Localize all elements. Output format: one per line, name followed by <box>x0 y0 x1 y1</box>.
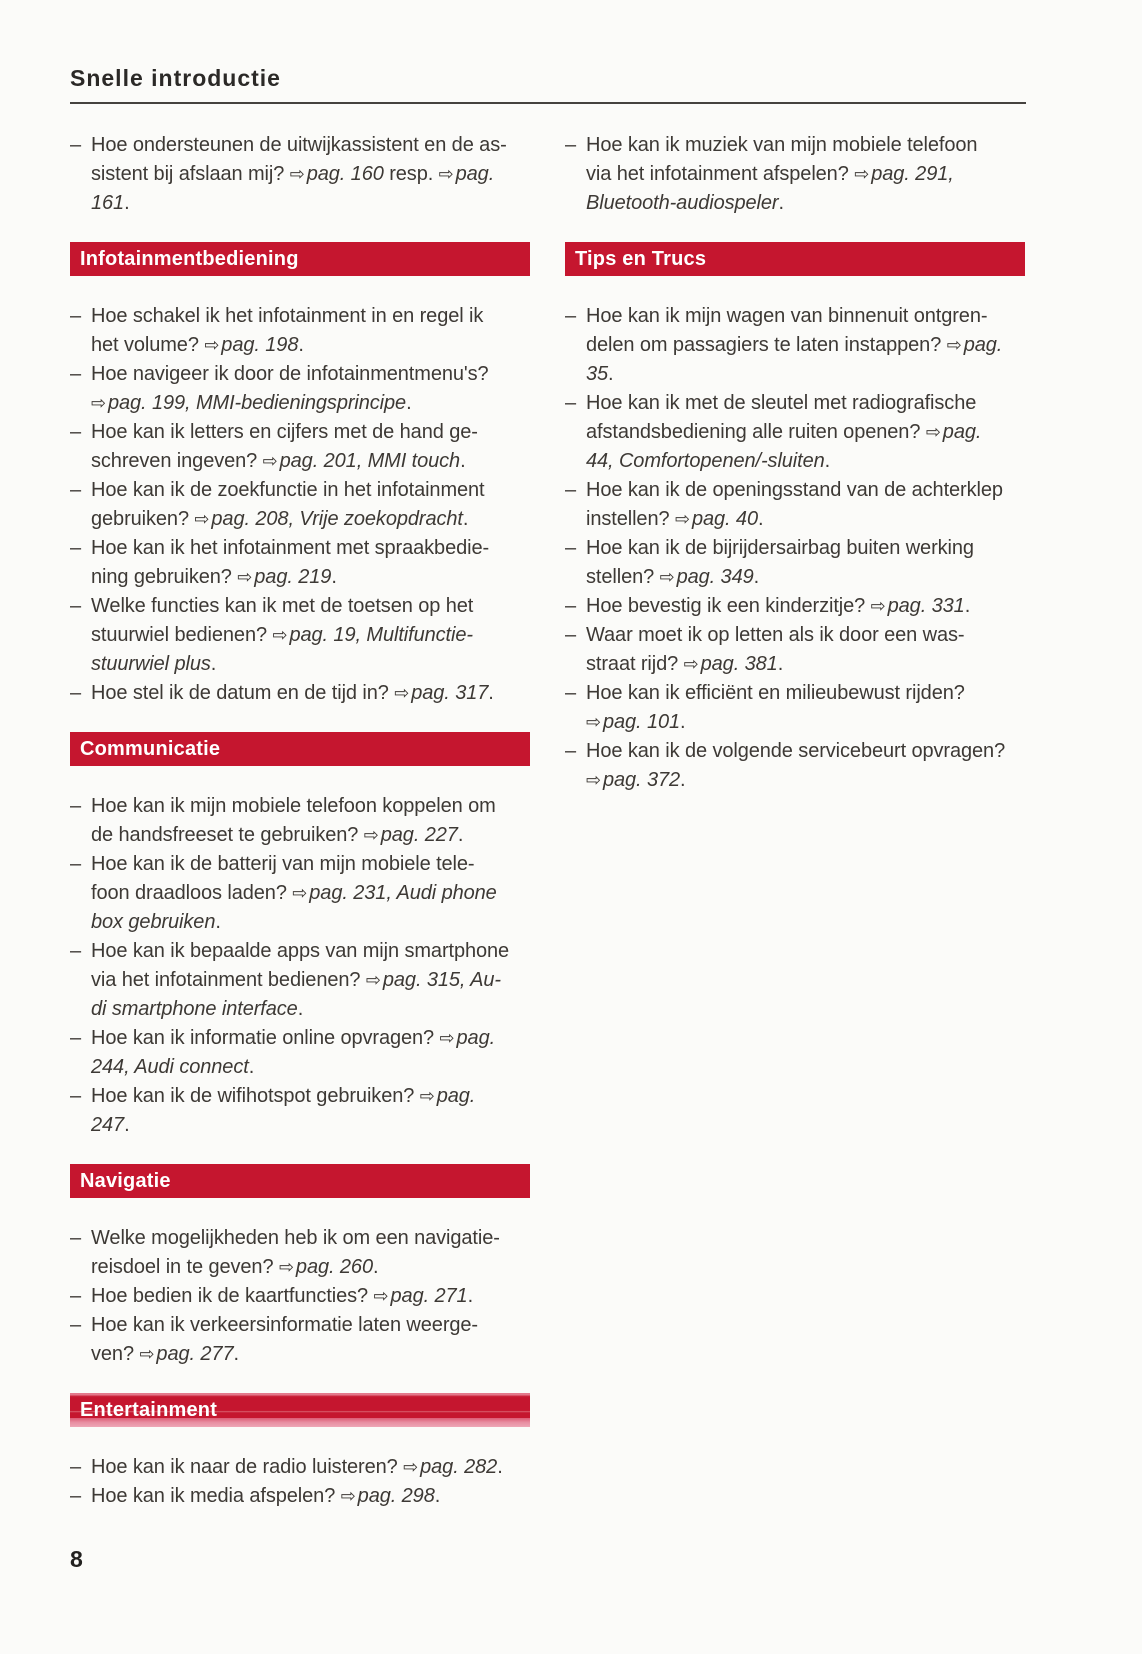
page-reference: 244, Audi connect <box>91 1056 249 1078</box>
question-entry <box>70 302 530 360</box>
question-entry <box>70 1224 530 1282</box>
text-line <box>586 189 1025 218</box>
question-entry <box>70 1311 530 1369</box>
text-line <box>91 995 530 1024</box>
text-line <box>586 737 1025 766</box>
question-text: Hoe bedien ik de kaartfuncties? <box>91 1285 374 1307</box>
question-text: . <box>460 450 466 472</box>
bullet-dash: – <box>70 537 82 559</box>
page-reference: pag. 198 <box>221 334 299 356</box>
page-reference: Bluetooth-audiospeler <box>586 192 779 214</box>
page-number: 8 <box>70 1546 83 1572</box>
bullet-dash: – <box>70 595 82 617</box>
question-text: Hoe kan ik verkeersinformatie laten weerge- <box>91 1314 478 1336</box>
text-line <box>91 389 530 418</box>
question-entry <box>70 1082 530 1140</box>
page-reference: pag. 331 <box>887 595 965 617</box>
question-entry <box>70 592 530 679</box>
question-text: . <box>824 450 831 472</box>
page-ref-arrow-icon: ⇨ <box>289 164 305 185</box>
question-text: . <box>964 595 971 617</box>
question-text: . <box>680 769 686 791</box>
page-ref-arrow-icon: ⇨ <box>674 509 690 530</box>
question-text: schreven ingeven? <box>91 450 263 472</box>
text-line <box>586 534 1025 563</box>
page-reference: pag. 260 <box>295 1256 373 1278</box>
text-line <box>586 592 1025 621</box>
page-ref-arrow-icon: ⇨ <box>870 596 886 617</box>
question-text: Hoe kan ik media afspelen? <box>91 1485 341 1507</box>
question-entry <box>70 1482 530 1511</box>
bullet-dash: – <box>565 392 577 414</box>
question-entry <box>565 476 1025 534</box>
bullet-dash: – <box>565 134 577 156</box>
question-text: Hoe ondersteunen de uitwijkassistent en de as- <box>91 134 507 156</box>
text-line <box>91 131 530 160</box>
bullet-dash: – <box>565 537 577 559</box>
section-header-entertainment <box>70 1393 530 1427</box>
section-header-label: Infotainmentbediening <box>80 247 299 270</box>
question-text: . <box>298 334 304 356</box>
section-header-infotainmentbediening <box>70 242 530 276</box>
bullet-dash: – <box>565 595 577 617</box>
page-ref-arrow-icon: ⇨ <box>272 625 288 646</box>
bullet-dash: – <box>70 1314 82 1336</box>
question-text: resp. <box>383 163 439 185</box>
question-entry <box>565 592 1025 621</box>
question-list <box>70 1453 530 1511</box>
text-line <box>91 792 530 821</box>
page-content <box>70 64 1026 1511</box>
text-line <box>91 1311 530 1340</box>
question-text: Hoe kan ik het infotainment met spraakbedie- <box>91 537 490 559</box>
text-line <box>586 389 1025 418</box>
question-text: . <box>753 566 760 588</box>
page-reference: pag. 282 <box>420 1456 498 1478</box>
question-text: Hoe kan ik muziek van mijn mobiele telefoon <box>586 134 978 156</box>
bullet-dash: – <box>70 682 82 704</box>
question-text: . <box>467 1285 474 1307</box>
question-text: Hoe stel ik de datum en de tijd in? <box>91 682 395 704</box>
bullet-dash: – <box>565 740 577 762</box>
question-entry <box>70 418 530 476</box>
page-reference: pag. 201, MMI touch <box>279 450 461 472</box>
text-line <box>586 650 1025 679</box>
text-line <box>91 850 530 879</box>
question-text: . <box>406 392 412 414</box>
page-reference: pag. <box>436 1085 476 1107</box>
bullet-dash: – <box>70 1285 82 1307</box>
question-text: Hoe navigeer ik door de infotainmentmenu's? <box>91 363 489 385</box>
question-text: . <box>210 653 217 675</box>
page-ref-arrow-icon: ⇨ <box>683 654 699 675</box>
question-list <box>565 131 1025 218</box>
text-line <box>91 908 530 937</box>
bullet-dash: – <box>70 421 82 443</box>
section-header-label: Communicatie <box>80 737 221 760</box>
question-text: . <box>233 1343 239 1365</box>
page-reference: pag. 349 <box>676 566 754 588</box>
page-reference: pag. 298 <box>357 1485 435 1507</box>
question-text: Hoe schakel ik het infotainment in en regel ik <box>91 305 484 327</box>
bullet-dash: – <box>70 1227 82 1249</box>
page-ref-arrow-icon: ⇨ <box>403 1457 419 1478</box>
left-column <box>70 131 530 1511</box>
text-line <box>586 679 1025 708</box>
text-line <box>586 131 1025 160</box>
text-line <box>586 505 1025 534</box>
question-text: Hoe kan ik mijn wagen van binnenuit ontgren- <box>586 305 988 327</box>
question-text: reisdoel in te geven? <box>91 1256 279 1278</box>
question-text: Hoe bevestig ik een kinderzitje? <box>586 595 871 617</box>
question-list <box>70 792 530 1140</box>
bullet-dash: – <box>565 624 577 646</box>
page-reference: pag. 227 <box>380 824 458 846</box>
page-ref-arrow-icon: ⇨ <box>340 1486 356 1507</box>
bullet-dash: – <box>70 1485 82 1507</box>
text-line <box>91 160 530 189</box>
page-reference: pag. 317 <box>411 682 489 704</box>
page-reference: pag. 277 <box>156 1343 234 1365</box>
bullet-dash: – <box>70 363 82 385</box>
question-text: stuurwiel bedienen? <box>91 624 273 646</box>
text-line <box>91 1024 530 1053</box>
question-text: ning gebruiken? <box>91 566 238 588</box>
page-ref-arrow-icon: ⇨ <box>363 825 379 846</box>
section-header-tips-en-trucs <box>565 242 1025 276</box>
page-ref-arrow-icon: ⇨ <box>237 567 253 588</box>
text-line <box>586 476 1025 505</box>
text-line <box>91 331 530 360</box>
question-text: . <box>608 363 614 385</box>
bullet-dash: – <box>70 134 82 156</box>
question-text: gebruiken? <box>91 508 195 530</box>
text-line <box>91 650 530 679</box>
question-text: . <box>777 653 784 675</box>
question-text: . <box>757 508 764 530</box>
bullet-dash: – <box>70 305 82 327</box>
question-text: . <box>680 711 686 733</box>
question-text: Hoe kan ik de batterij van mijn mobiele tele- <box>91 853 475 875</box>
text-line <box>586 621 1025 650</box>
question-text: . <box>331 566 337 588</box>
text-line <box>586 302 1025 331</box>
page-reference: box gebruiken <box>91 911 216 933</box>
question-text: straat rijd? <box>586 653 684 675</box>
text-line <box>91 1111 530 1140</box>
text-line <box>91 1053 530 1082</box>
text-line <box>91 937 530 966</box>
text-line <box>586 766 1025 795</box>
text-line <box>91 966 530 995</box>
page-ref-arrow-icon: ⇨ <box>439 1028 455 1049</box>
page-reference: pag. 160 <box>306 163 384 185</box>
question-list <box>70 1224 530 1369</box>
page-reference: pag. 40 <box>691 508 758 530</box>
question-text: . <box>497 1456 503 1478</box>
page-ref-arrow-icon: ⇨ <box>946 335 962 356</box>
question-text: . <box>434 1485 441 1507</box>
text-line <box>586 708 1025 737</box>
text-line <box>91 1253 530 1282</box>
page-reference: 44, Comfortopenen/-sluiten <box>586 450 825 472</box>
right-column <box>565 131 1025 1511</box>
page-reference: stuurwiel plus <box>91 653 211 675</box>
question-text: het volume? <box>91 334 205 356</box>
question-text: Hoe kan ik de openingsstand van de achterklep <box>586 479 1003 501</box>
text-line <box>586 418 1025 447</box>
question-text: via het infotainment bedienen? <box>91 969 366 991</box>
text-line <box>91 1482 530 1511</box>
page-reference: pag. 101 <box>602 711 681 733</box>
question-entry <box>70 534 530 592</box>
page-ref-arrow-icon: ⇨ <box>91 393 106 414</box>
bullet-dash: – <box>70 1456 82 1478</box>
question-text: de handsfreeset te gebruiken? <box>91 824 364 846</box>
question-text: ven? <box>91 1343 140 1365</box>
question-text: . <box>488 682 494 704</box>
question-text: Welke functies kan ik met de toetsen op het <box>91 595 474 617</box>
page-ref-arrow-icon: ⇨ <box>394 683 410 704</box>
question-list <box>70 131 530 218</box>
question-entry <box>70 1024 530 1082</box>
question-text: . <box>297 998 304 1020</box>
question-text: . <box>215 911 221 933</box>
page-reference: pag. <box>455 163 495 185</box>
question-text: . <box>457 824 464 846</box>
question-text: . <box>248 1056 255 1078</box>
text-line <box>91 505 530 534</box>
bullet-dash: – <box>70 940 82 962</box>
text-line <box>91 879 530 908</box>
page-reference: pag. 19, Multifunctie- <box>289 624 473 646</box>
page-reference: pag. 291, <box>871 163 954 185</box>
page-reference: di smartphone interface <box>91 998 298 1020</box>
bullet-dash: – <box>70 853 82 875</box>
page-ref-arrow-icon: ⇨ <box>204 335 220 356</box>
question-text: . <box>124 1114 130 1136</box>
bullet-dash: – <box>565 305 577 327</box>
page-reference: pag. 381 <box>700 653 778 675</box>
question-entry <box>70 1453 530 1482</box>
page-reference: pag. 315, Au- <box>382 969 501 991</box>
text-line <box>91 1453 530 1482</box>
text-line <box>91 1282 530 1311</box>
page-ref-arrow-icon: ⇨ <box>365 970 381 991</box>
question-text: instellen? <box>586 508 675 530</box>
text-line <box>91 360 530 389</box>
question-text: Hoe kan ik informatie online opvragen? <box>91 1027 440 1049</box>
question-entry <box>565 679 1025 737</box>
text-line <box>91 534 530 563</box>
page-reference: pag. 199, MMI-bedieningsprincipe <box>107 392 407 414</box>
question-text: Hoe kan ik de wifihotspot gebruiken? <box>91 1085 420 1107</box>
text-line <box>91 592 530 621</box>
question-entry <box>70 792 530 850</box>
question-text: . <box>778 192 784 214</box>
question-list <box>70 302 530 708</box>
question-text: Hoe kan ik naar de radio luisteren? <box>91 1456 404 1478</box>
text-line <box>91 621 530 650</box>
bullet-dash: – <box>70 1085 82 1107</box>
question-text: sistent bij afslaan mij? <box>91 163 290 185</box>
question-entry <box>565 131 1025 218</box>
bullet-dash: – <box>565 479 577 501</box>
page-reference: pag. 208, Vrije zoekopdracht <box>211 508 463 530</box>
question-text: Hoe kan ik de zoekfunctie in het infotainment <box>91 479 485 501</box>
page-reference: pag. 372 <box>602 769 681 791</box>
page-ref-arrow-icon: ⇨ <box>278 1257 294 1278</box>
page-reference: pag. 231, Audi phone <box>309 882 497 904</box>
text-line <box>91 189 530 218</box>
question-text: Welke mogelijkheden heb ik om een navigatie- <box>91 1227 500 1249</box>
question-entry <box>565 302 1025 389</box>
bullet-dash: – <box>70 1027 82 1049</box>
page-reference: pag. <box>963 334 1003 356</box>
question-text: . <box>124 192 130 214</box>
page-ref-arrow-icon: ⇨ <box>659 567 675 588</box>
page-ref-arrow-icon: ⇨ <box>854 164 870 185</box>
text-line <box>91 1340 530 1369</box>
page-ref-arrow-icon: ⇨ <box>139 1344 155 1365</box>
page-reference: 35 <box>586 363 609 385</box>
section-header-label: Tips en Trucs <box>575 247 707 270</box>
page-reference: pag. 219 <box>254 566 332 588</box>
question-entry <box>70 360 530 418</box>
bullet-dash: – <box>70 795 82 817</box>
page-ref-arrow-icon: ⇨ <box>586 712 601 733</box>
text-line <box>586 331 1025 360</box>
question-text: foon draadloos laden? <box>91 882 293 904</box>
question-entry <box>70 476 530 534</box>
page-ref-arrow-icon: ⇨ <box>419 1086 435 1107</box>
section-header-label: Navigatie <box>80 1169 171 1192</box>
question-text: . <box>372 1256 379 1278</box>
text-line <box>586 447 1025 476</box>
bullet-dash: – <box>70 479 82 501</box>
page-reference: pag. 271 <box>390 1285 468 1307</box>
section-header-navigatie <box>70 1164 530 1198</box>
page-reference: pag. <box>456 1027 496 1049</box>
text-line <box>91 447 530 476</box>
question-entry <box>70 131 530 218</box>
page-reference: pag. <box>942 421 982 443</box>
question-text: afstandsbediening alle ruiten openen? <box>586 421 926 443</box>
page-reference: 161 <box>91 192 125 214</box>
page-reference: 247 <box>91 1114 125 1136</box>
question-text: Hoe kan ik de volgende servicebeurt opvragen? <box>586 740 1006 762</box>
question-text: Hoe kan ik bepaalde apps van mijn smartphone <box>91 940 510 962</box>
bullet-dash: – <box>565 682 577 704</box>
question-text: Hoe kan ik efficiënt en milieubewust rijden? <box>586 682 965 704</box>
question-entry <box>565 389 1025 476</box>
text-line <box>91 821 530 850</box>
question-entry <box>70 937 530 1024</box>
text-line <box>586 360 1025 389</box>
text-line <box>91 679 530 708</box>
text-line <box>586 563 1025 592</box>
question-entry <box>70 679 530 708</box>
two-column-layout <box>70 131 1026 1511</box>
page-ref-arrow-icon: ⇨ <box>373 1286 389 1307</box>
question-text: Hoe kan ik met de sleutel met radiografische <box>586 392 977 414</box>
question-entry <box>565 534 1025 592</box>
text-line <box>91 418 530 447</box>
page-ref-arrow-icon: ⇨ <box>586 770 601 791</box>
question-entry <box>565 737 1025 795</box>
section-header-label: Entertainment <box>80 1398 218 1421</box>
question-text: delen om passagiers te laten instappen? <box>586 334 947 356</box>
page-title: Snelle introductie <box>70 65 281 91</box>
text-line <box>91 1082 530 1111</box>
question-text: stellen? <box>586 566 660 588</box>
page-ref-arrow-icon: ⇨ <box>194 509 210 530</box>
text-line <box>91 476 530 505</box>
question-text: Hoe kan ik mijn mobiele telefoon koppelen om <box>91 795 496 817</box>
page-ref-arrow-icon: ⇨ <box>262 451 278 472</box>
question-text: via het infotainment afspelen? <box>586 163 855 185</box>
text-line <box>91 302 530 331</box>
page-ref-arrow-icon: ⇨ <box>292 883 308 904</box>
question-text: Hoe kan ik de bijrijdersairbag buiten werking <box>586 537 974 559</box>
question-text: Waar moet ik op letten als ik door een was- <box>586 624 965 646</box>
question-entry <box>70 1282 530 1311</box>
question-list <box>565 302 1025 795</box>
text-line <box>91 563 530 592</box>
chapter-header <box>70 64 1026 104</box>
section-header-communicatie <box>70 732 530 766</box>
page-ref-arrow-icon: ⇨ <box>438 164 454 185</box>
question-text: Hoe kan ik letters en cijfers met de hand ge- <box>91 421 478 443</box>
text-line <box>586 160 1025 189</box>
question-entry <box>70 850 530 937</box>
text-line <box>91 1224 530 1253</box>
question-entry <box>565 621 1025 679</box>
question-text: . <box>462 508 469 530</box>
page-ref-arrow-icon: ⇨ <box>925 422 941 443</box>
